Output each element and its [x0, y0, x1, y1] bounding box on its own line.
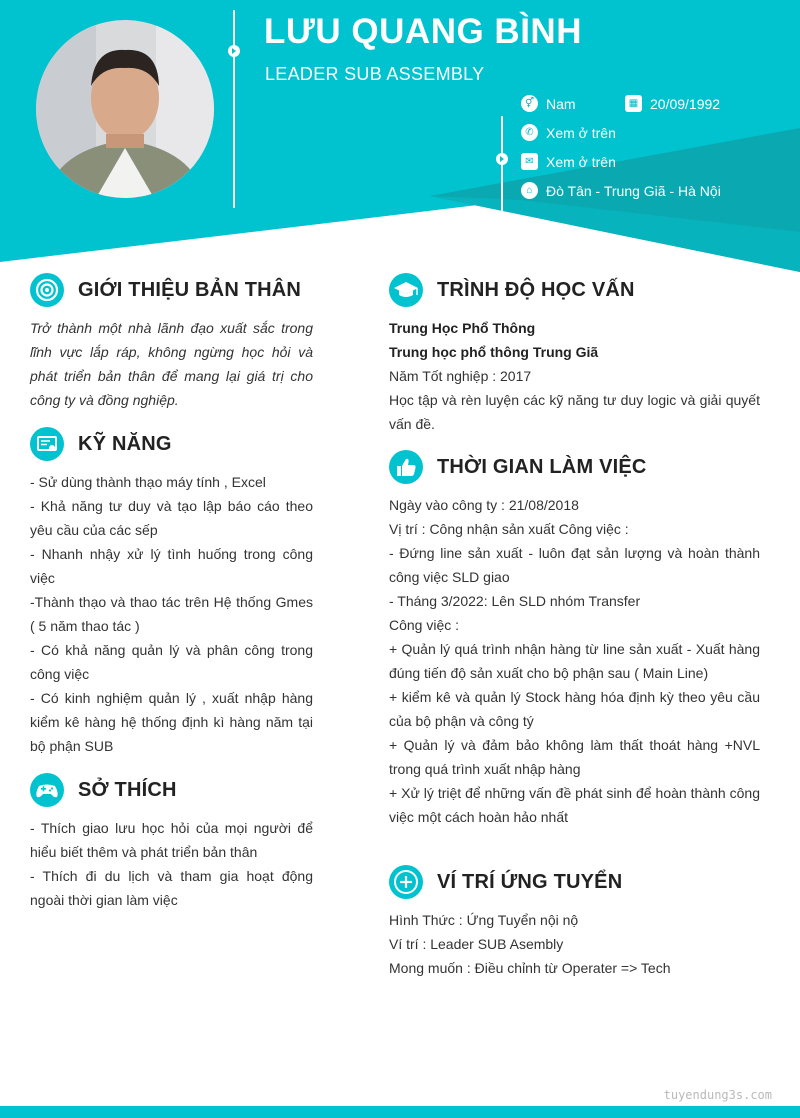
- list-item: + Quản lý quá trình nhận hàng từ line sản xuất - Xuất hàng đúng tiến độ sản xuất cho bộ phận sau ( Main Line): [389, 641, 760, 681]
- skills-list: [30, 470, 313, 758]
- list-item: - Có kinh nghiệm quản lý , xuất nhập hàng kiểm kê hàng hệ thống định kì hàng năm tại bộ phận SUB: [30, 690, 313, 754]
- email-value: Xem ở trên: [546, 153, 616, 170]
- apply-title: VÍ TRÍ ỨNG TUYỂN: [437, 870, 623, 893]
- phone-info: [521, 124, 616, 141]
- home-icon: ⌂: [521, 182, 538, 199]
- list-item: - Sử dùng thành thạo máy tính , Excel: [30, 474, 266, 490]
- right-column: [389, 272, 760, 980]
- candidate-name: LƯU QUANG BÌNH: [264, 12, 582, 51]
- intro-text: Trở thành một nhà lãnh đạo xuất sắc trong lĩnh vực lắp ráp, không ngừng học hỏi và phát triển bản thân để mang lại giá trị cho công ty và đồng nghiệp.: [30, 320, 313, 408]
- hobbies-title: SỞ THÍCH: [78, 778, 177, 801]
- list-item: - Thích đi du lịch và tham gia hoạt động ngoài thời gian làm việc: [30, 868, 313, 908]
- birthday-info: [625, 95, 720, 112]
- header-divider-dot: [228, 45, 240, 57]
- phone-value: Xem ở trên: [546, 124, 616, 141]
- list-item: - Có khả năng quản lý và phân công trong công việc: [30, 642, 313, 682]
- education-details: [389, 316, 760, 436]
- work-details: [389, 493, 760, 829]
- apply-wish: Mong muốn : Điều chỉnh từ Operater => Tech: [389, 960, 671, 976]
- education-school: Trung học phổ thông Trung Giã: [389, 344, 599, 360]
- list-item: + Quản lý và đảm bảo không làm thất thoát hàng +NVL trong quá trình xuất nhập hàng: [389, 737, 760, 777]
- list-item: -Thành thạo và thao tác trên Hệ thống Gmes ( 5 năm thao tác ): [30, 594, 313, 634]
- skills-title: KỸ NĂNG: [78, 432, 172, 455]
- work-position: Vị trí : Công nhận sản xuất Công việc :: [389, 521, 629, 537]
- envelope-icon: ✉: [521, 153, 538, 170]
- contact-divider-dot: [496, 153, 508, 165]
- certificate-icon: [30, 427, 64, 461]
- avatar: [36, 20, 214, 198]
- intro-section: [30, 272, 313, 412]
- work-title: THỜI GIAN LÀM VIỆC: [437, 455, 647, 478]
- gamepad-icon: [30, 773, 64, 807]
- birthday-value: 20/09/1992: [650, 95, 721, 112]
- plus-circle-icon: [389, 865, 423, 899]
- apply-details: [389, 908, 760, 980]
- list-item: - Khả năng tư duy và tạo lập báo cáo theo yêu cầu của các sếp: [30, 498, 313, 538]
- work-tasks-label: Công việc :: [389, 617, 460, 633]
- education-grad-year: Năm Tốt nghiệp : 2017: [389, 368, 532, 384]
- list-item: + kiểm kê và quản lý Stock hàng hóa định kỳ theo yêu cầu của bộ phận và công tý: [389, 689, 760, 729]
- address-info: [521, 182, 721, 199]
- calendar-icon: ▦: [625, 95, 642, 112]
- left-column: [30, 272, 313, 912]
- apply-position: Ví trí : Leader SUB Asembly: [389, 936, 564, 952]
- list-item: + Xử lý triệt để những vấn đề phát sinh để hoàn thành công việc một cách hoàn hảo nhất: [389, 785, 760, 825]
- work-start-date: Ngày vào công ty : 21/08/2018: [389, 497, 579, 513]
- work-section: [389, 449, 760, 829]
- list-item: - Nhanh nhậy xử lý tình huống trong công việc: [30, 546, 313, 586]
- hobbies-section: [30, 772, 313, 912]
- candidate-role: LEADER SUB ASSEMBLY: [265, 64, 485, 84]
- education-level: Trung Học Phổ Thông: [389, 320, 536, 336]
- hobbies-list: [30, 816, 313, 912]
- apply-section: [389, 864, 760, 980]
- gender-value: Nam: [546, 95, 576, 112]
- intro-title: GIỚI THIỆU BẢN THÂN: [78, 278, 302, 301]
- graduation-cap-icon: [389, 273, 423, 307]
- education-section: [389, 272, 760, 436]
- list-item: - Thích giao lưu học hỏi của mọi người để hiểu biết thêm và phát triển bản thân: [30, 820, 313, 860]
- education-description: Học tập và rèn luyện các kỹ năng tư duy logic và giải quyết vấn đề.: [389, 392, 760, 432]
- education-title: TRÌNH ĐỘ HỌC VẤN: [437, 278, 635, 301]
- email-info: [521, 153, 616, 170]
- footer-bar: [0, 1106, 800, 1118]
- address-value: Đò Tân - Trung Giã - Hà Nội: [546, 182, 721, 199]
- gender-info: [521, 95, 576, 112]
- phone-icon: ✆: [521, 124, 538, 141]
- skills-section: [30, 426, 313, 758]
- list-item: - Đứng line sản xuất - luôn đạt sản lượng và hoàn thành công việc SLD giao: [389, 545, 760, 585]
- gender-icon: ⚥: [521, 95, 538, 112]
- watermark: tuyendung3s.com: [663, 1088, 772, 1102]
- target-icon: [30, 273, 64, 307]
- list-item: - Tháng 3/2022: Lên SLD nhóm Transfer: [389, 593, 641, 609]
- header-divider-line: [233, 10, 235, 208]
- thumbs-up-icon: [389, 450, 423, 484]
- apply-form: Hình Thức : Ứng Tuyển nội nộ: [389, 912, 579, 928]
